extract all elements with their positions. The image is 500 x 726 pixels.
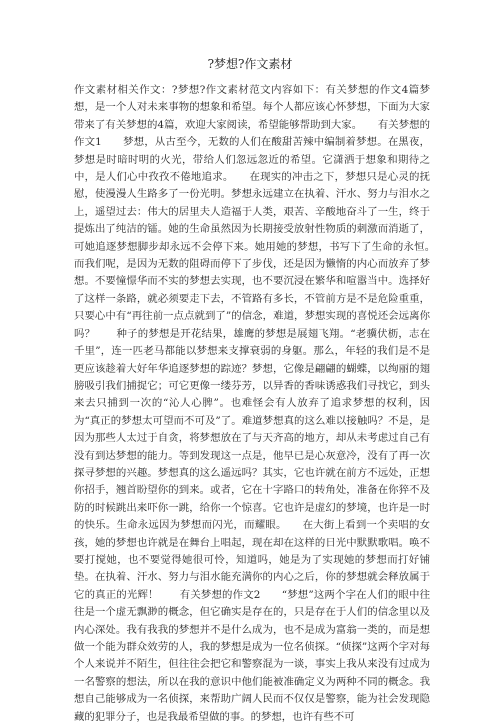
document-title: ?梦想?作文素材 <box>207 57 293 71</box>
document-body-text: 作文素材相关作文：?梦想?作文素材范文内容如下：有关梦想的作文4篇梦想，是一个人对未来事物的想象和希望。每个人都应该心怀梦想，下面为大家带来了有关梦想的4篇，欢迎大家阅读，希望能够帮助到大家。 有关梦想的作文1 梦想，从古至今，无数的人们在酸甜苦辣中编制着梦想。在黑夜，梦想是时暗时明的火光，带给人们忽远忽近的希望。它潇洒于想象和期待之中，是人们心中孜孜不倦地追求。 在现实的冲击之下，梦想只是心灵的抚慰，使漫漫人生路多了一份光明。梦想永远建立在执着、汗水、努力与泪水之上，遥望过去：伟大的居里夫人造福于人类，艰苦、辛酸地奋斗了一生，终于提炼出了纯洁的镭。她的生命虽然因为长期接受放射性物质的刺激而消逝了，可她追逐梦想脚步却永远不会停下来。她用她的梦想，书写下了生命的永恒。 而我们呢，是因为无数的阻碍而停下了步伐，还是因为懒惰的内心而放弃了梦想。不要憧憬华而不实的梦想去实现，也不要沉浸在繁华和喧嚣当中。选择好了这样一条路，就必须要走下去，不管路有多长，不管前方是不是危险重重，只要心中有“再往前一点点就到了”的信念，难道，梦想实现的喜悦还会远离你吗？ 种子的梦想是开花结果，雄鹰的梦想是展翅飞翔。“老骥伏枥，志在千里”，连一匹老马都能以梦想来支撑衰弱的身躯。那么，年轻的我们是不是更应该趁着大好年华追逐梦想的踪迹？梦想，它像是翩翩的蝴蝶，以绚丽的翅膀吸引我们捕捉它；可它更像一缕芬芳，以异香的香味诱惑我们寻找它，到头来去只捕到一次的“沁人心脾”。也难怪会有人放弃了追求梦想的权利，因为“真正的梦想太可望而不可及”了。难道梦想真的这么难以接触吗？不是，是因为那些人太过于自贪，将梦想放在了与天齐高的地方，却从未考虑过自己有没有到达梦想的能力。等到发现这一点是，他早已是心灰意冷，没有了再一次探寻梦想的兴趣。梦想真的这么遥远吗？其实，它也许就在前方不远处，正想你招手，翘首盼望你的到来。或者，它在十字路口的转角处，准备在你猝不及防的时候跳出来吓你一跳，给你一个惊喜。它也许是虚幻的梦境，也许是一时的快乐。生命永远因为梦想而闪光，而耀眼。 在大街上看到一个卖唱的女孩，她的梦想也许就是在舞台上唱起，现在却在这样的日光中默默歌唱。唤不要打搅她，也不要觉得她很可怜，知道吗，她是为了实现她的梦想而打好铺垫。在执着、汗水、努力与泪水能充满你的内心之后，你的梦想就会释放属于它的真正的光辉！ 有关梦想的作文2 “梦想”这两个字在人们的眼中往往是一个虚无飘渺的概念，但它确实是存在的，只是存在于人们的信念里以及内心深处。我有我我的梦想并不是什么成为，也不是成为富翁一类的，而是想做一个能为群众效劳的人，我的梦想是成为一位名侦探。“侦探”这两个字对每个人来说并不陌生，但往往会把它和警察混为一谈，事实上我从来没有过成为一名警察的想法，所以在我的意识中他们能被准确定义为两种不同的概念。我想自己能够成为一名侦探，来帮助广阔人民而不仅仅是警察，能为社会发现隐藏的犯罪分子，也是我最希望做的事。的梦想，也许有些不可 <box>74 84 451 723</box>
